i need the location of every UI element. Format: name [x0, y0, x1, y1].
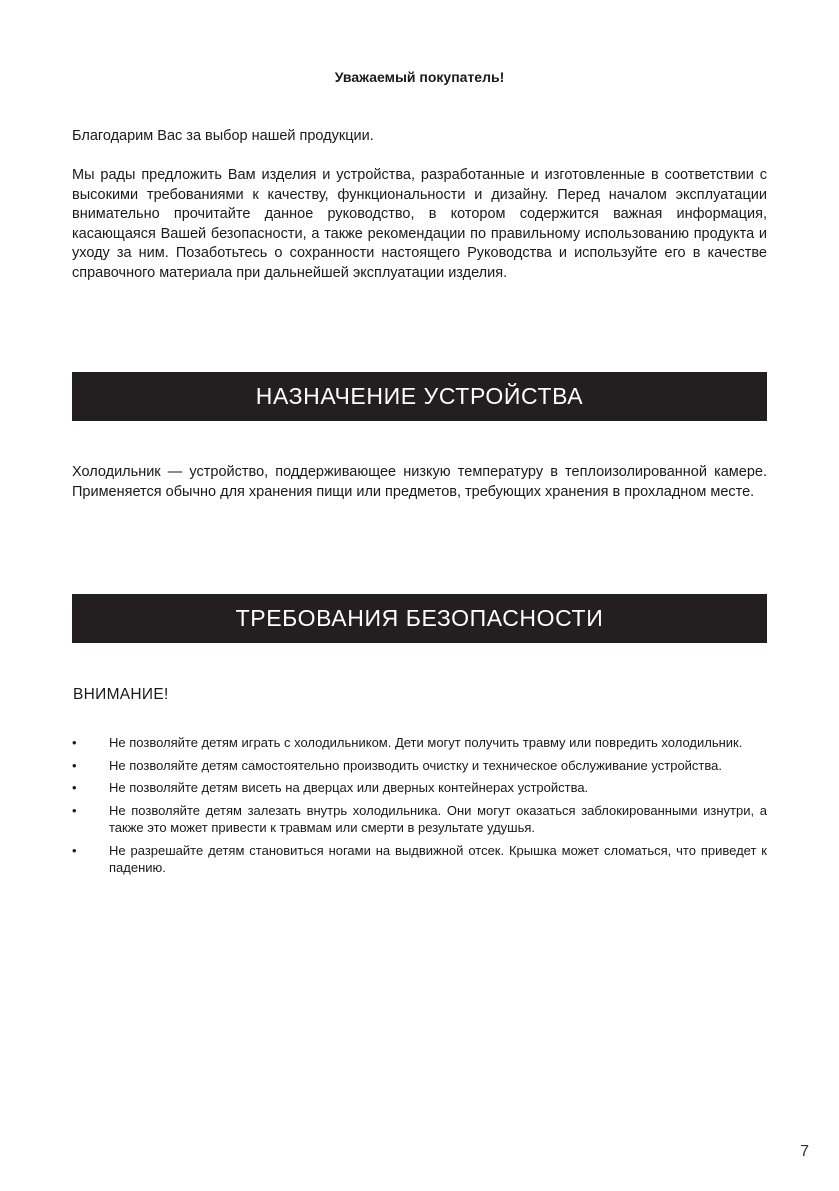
list-item: [72, 802, 767, 837]
section-banner-purpose: [72, 372, 767, 421]
list-item-text: Не позволяйте детям висеть на дверцах или дверных контейнерах устройства.: [109, 780, 589, 795]
greeting-heading: Уважаемый покупатель!: [334, 69, 505, 85]
list-item: [72, 734, 767, 752]
list-item: [72, 757, 767, 775]
page-number: 7: [800, 1143, 809, 1160]
section-title-safety: ТРЕБОВАНИЯ БЕЗОПАСНОСТИ: [235, 605, 604, 631]
list-item-text: Не позволяйте детям самостоятельно производить очистку и техническое обслуживание устройства.: [109, 757, 722, 773]
list-item: [72, 842, 767, 877]
intro-thanks: Благодарим Вас за выбор нашей продукции.: [72, 128, 374, 144]
section-banner-safety: [72, 594, 767, 643]
safety-list: [72, 734, 767, 882]
bullet-icon: •: [72, 780, 77, 795]
list-item-text: Не позволяйте детям играть с холодильником. Дети могут получить травму или повредить холодильник.: [109, 735, 743, 750]
purpose-text: Холодильник — устройство, поддерживающее низкую температуру в теплоизолированной камере. Применяется обычно для хранения пищи или предметов, требующих хранения в прохладном месте.: [72, 464, 767, 500]
list-item: [72, 779, 767, 797]
bullet-icon: •: [72, 757, 77, 773]
bullet-icon: •: [72, 802, 77, 818]
warning-heading: ВНИМАНИЕ!: [73, 686, 169, 703]
bullet-icon: •: [72, 735, 77, 750]
list-item-text: Не разрешайте детям становиться ногами на выдвижной отсек. Крышка может сломаться, что приведет к падению.: [109, 842, 767, 875]
intro-body: Мы рады предложить Вам изделия и устройства, разработанные и изготовленные в соответствии с высокими требованиями к качеству, функциональности и дизайну. Перед началом эксплуатации внимательно прочитайте данное руководство, в котором содержится важная информация, касающаяся Вашей безопасности, а также рекомендации по правильному использованию продукта и уходу за ним. Позаботьтесь о сохранности настоящего Руководства и используйте его в качестве справочного материала при дальнейшей эксплуатации изделия.: [72, 167, 767, 281]
list-item-text: Не позволяйте детям залезать внутрь холодильника. Они могут оказаться заблокированными изнутри, а также это может привести к травмам или смерти в результате удушья.: [109, 802, 767, 835]
section-title-purpose: НАЗНАЧЕНИЕ УСТРОЙСТВА: [255, 383, 584, 409]
bullet-icon: •: [72, 842, 77, 858]
